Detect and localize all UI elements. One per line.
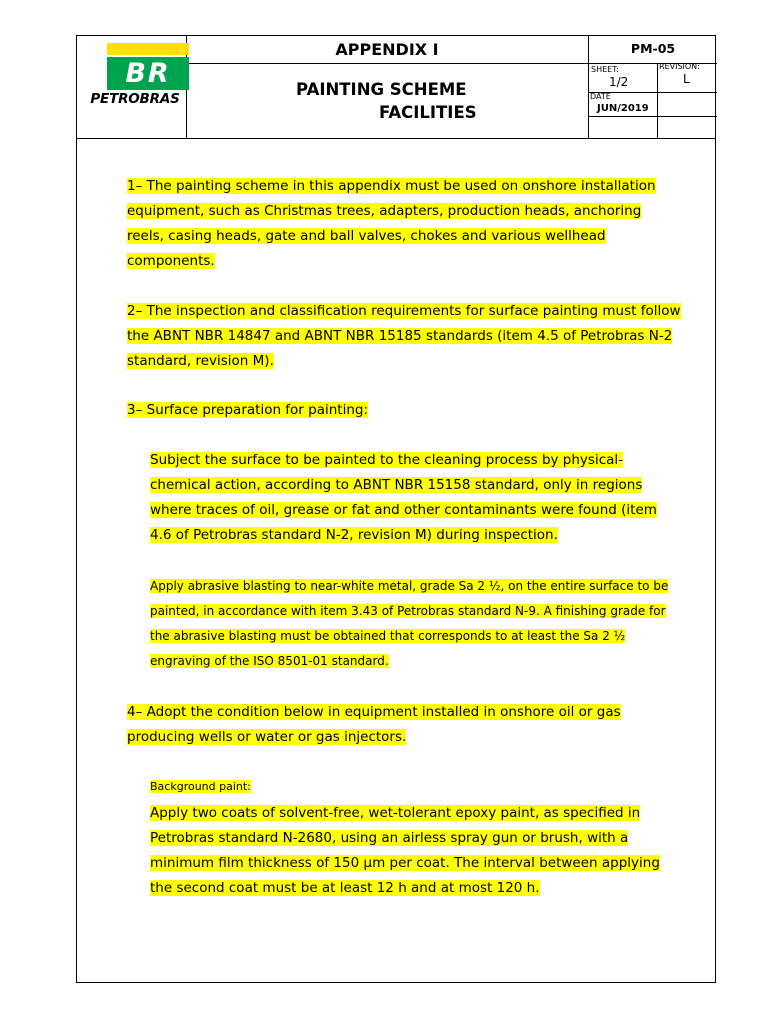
section-1-text: 1– The painting scheme in this appendix must be used on onshore installation equipment, such as Christmas trees, adapters, production heads, anchoring reels, casing heads, gate and ball valves, chokes and various wellhead components. [127,178,656,269]
document-code: PM-05 [630,41,676,56]
sheet-label: SHEET: [591,65,619,74]
section-2 [127,299,682,374]
section-3b [150,574,685,674]
section-4-text: 4– Adopt the condition below in equipment installed in onshore oil or gas producing wells or water or gas injectors. [127,704,621,745]
header-line-date [588,116,717,117]
company-name: PETROBRAS [90,91,180,107]
logo-br-mark: BR [107,57,189,90]
section-4a [150,801,680,901]
document-frame [76,35,716,983]
section-3a [150,448,680,548]
document-title-line1: PAINTING SCHEME [296,80,467,99]
sheet-value: 1/2 [609,75,629,89]
date-value: JUN/2019 [597,103,649,114]
header-line-appendix [186,63,717,64]
appendix-title: APPENDIX I [335,40,439,59]
section-3-text: 3– Surface preparation for painting: [127,402,369,418]
section-4a-text: Apply two coats of solvent-free, wet-tolerant epoxy paint, as specified in Petrobras standard N-2680, using an airless spray gun or brush, with a minimum film thickness of 150 µm per coat. The interval between applying the second coat must be at least 12 h and at most 120 h. [150,805,660,896]
date-label: DATE [590,92,611,101]
revision-value: L [683,72,690,86]
section-3 [127,398,682,423]
background-paint-label-text: Background paint: [150,780,251,793]
section-3a-text: Subject the surface to be painted to the cleaning process by physical-chemical action, according to ABNT NBR 15158 standard, only in regions where traces of oil, grease or fat and other contaminants were found (item 4.6 of Petrobras standard N-2, revision M) during inspection. [150,452,657,543]
background-paint-label [150,777,450,797]
header-bottom-line [77,138,715,139]
section-1 [127,174,682,274]
section-4 [127,700,682,750]
logo-yellow-bar [107,43,189,55]
document-title-line2: FACILITIES [379,103,477,122]
section-2-text: 2– The inspection and classification requirements for surface painting must follow the ABNT NBR 14847 and ABNT NBR 15185 standards (item 4.5 of Petrobras N-2 standard, revision M). [127,303,681,369]
petrobras-logo [107,43,189,90]
section-3b-text: Apply abrasive blasting to near-white metal, grade Sa 2 ½, on the entire surface to be painted, in accordance with item 3.43 of Petrobras standard N-9. A finishing grade for the abrasive blasting must be obtained that corresponds to at least the Sa 2 ½ engraving of the ISO 8501-01 standard. [150,579,669,668]
revision-label: REVISION: [659,62,700,71]
header-divider-revision [657,63,658,138]
